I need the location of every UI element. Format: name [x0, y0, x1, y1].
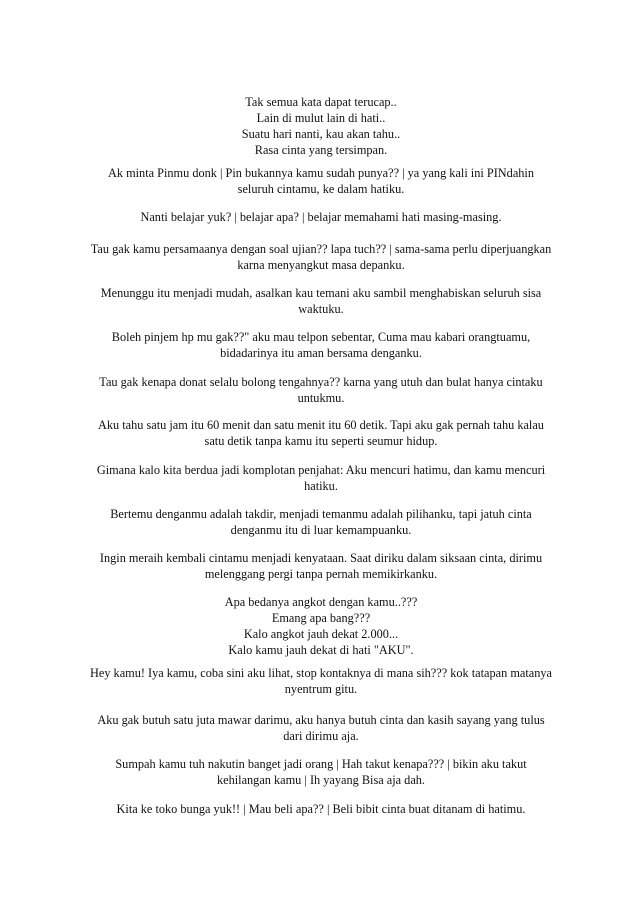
- text-line: bidadarinya itu aman bersama denganku.: [220, 346, 422, 360]
- paragraph-16: [76, 801, 566, 817]
- text-line: Aku tahu satu jam itu 60 menit dan satu menit itu 60 detik. Tapi aku gak pernah tahu kalau: [98, 418, 544, 432]
- paragraph-7: [76, 374, 566, 406]
- paragraph-4: [76, 241, 566, 273]
- paragraph-2: [76, 165, 566, 197]
- text-line: melenggang pergi tanpa pernah memikirkanku.: [204, 567, 438, 581]
- paragraph-5: [76, 285, 566, 317]
- poem-block-1: [76, 94, 566, 158]
- paragraph-9: [76, 462, 566, 494]
- text-line: dari dirimu aja.: [283, 729, 359, 743]
- text-line: hatiku.: [304, 479, 338, 493]
- poem-block-12: [76, 594, 566, 658]
- text-line: Bertemu denganmu adalah takdir, menjadi temanmu adalah pilihanku, tapi jatuh cinta: [110, 507, 532, 521]
- text-line: Tau gak kamu persamaanya dengan soal ujian?? lapa tuch?? | sama-sama perlu diperjuangkan: [90, 242, 552, 256]
- text-line: Gimana kalo kita berdua jadi komplotan penjahat: Aku mencuri hatimu, dan kamu mencuri: [96, 463, 546, 477]
- text-line: Kalo angkot jauh dekat 2.000...: [243, 627, 399, 641]
- text-line: Suatu hari nanti, kau akan tahu..: [241, 127, 401, 141]
- text-line: Tau gak kenapa donat selalu bolong tengahnya?? karna yang utuh dan bulat hanya cintaku: [99, 375, 543, 389]
- text-line: untukmu.: [297, 391, 345, 405]
- text-line: waktuku.: [298, 302, 344, 316]
- paragraph-14: [76, 712, 566, 744]
- paragraph-10: [76, 506, 566, 538]
- text-line: Apa bedanya angkot dengan kamu..???: [224, 595, 418, 609]
- text-line: Emang apa bang???: [271, 611, 371, 625]
- paragraph-13: [76, 665, 566, 697]
- text-line: Nanti belajar yuk? | belajar apa? | belajar memahami hati masing-masing.: [140, 210, 502, 224]
- paragraph-8: [76, 417, 566, 449]
- text-line: denganmu itu di luar kemampuanku.: [230, 523, 412, 537]
- text-line: Lain di mulut lain di hati..: [256, 111, 386, 125]
- text-line: Ak minta Pinmu donk | Pin bukannya kamu sudah punya?? | ya yang kali ini PINdahin: [107, 166, 535, 180]
- text-line: Kalo kamu jauh dekat di hati "AKU".: [228, 643, 414, 657]
- text-line: Aku gak butuh satu juta mawar darimu, aku hanya butuh cinta dan kasih sayang yang tulus: [97, 713, 545, 727]
- text-line: satu detik tanpa kamu itu seperti seumur hidup.: [204, 434, 438, 448]
- paragraph-3: [76, 209, 566, 225]
- text-line: Boleh pinjem hp mu gak??" aku mau telpon sebentar, Cuma mau kabari orangtuamu,: [111, 330, 531, 344]
- text-line: Sumpah kamu tuh nakutin banget jadi orang | Hah takut kenapa??? | bikin aku takut: [115, 757, 527, 771]
- text-line: Menunggu itu menjadi mudah, asalkan kau temani aku sambil menghabiskan seluruh sisa: [100, 286, 542, 300]
- text-line: karna menyangkut masa depanku.: [237, 258, 405, 272]
- text-line: Rasa cinta yang tersimpan.: [254, 143, 388, 157]
- text-line: Kita ke toko bunga yuk!! | Mau beli apa?? | Beli bibit cinta buat ditanam di hatimu.: [116, 802, 526, 816]
- text-line: Ingin meraih kembali cintamu menjadi kenyataan. Saat diriku dalam siksaan cinta, dirimu: [99, 551, 543, 565]
- text-line: seluruh cintamu, ke dalam hatiku.: [237, 182, 405, 196]
- paragraph-11: [76, 550, 566, 582]
- text-line: kehilangan kamu | Ih yayang Bisa aja dah.: [216, 773, 426, 787]
- text-line: Tak semua kata dapat terucap..: [245, 95, 397, 109]
- text-line: Hey kamu! Iya kamu, coba sini aku lihat, stop kontaknya di mana sih??? kok tatapan matanya: [89, 666, 553, 680]
- paragraph-6: [76, 329, 566, 361]
- text-line: nyentrum gitu.: [284, 682, 358, 696]
- paragraph-15: [76, 756, 566, 788]
